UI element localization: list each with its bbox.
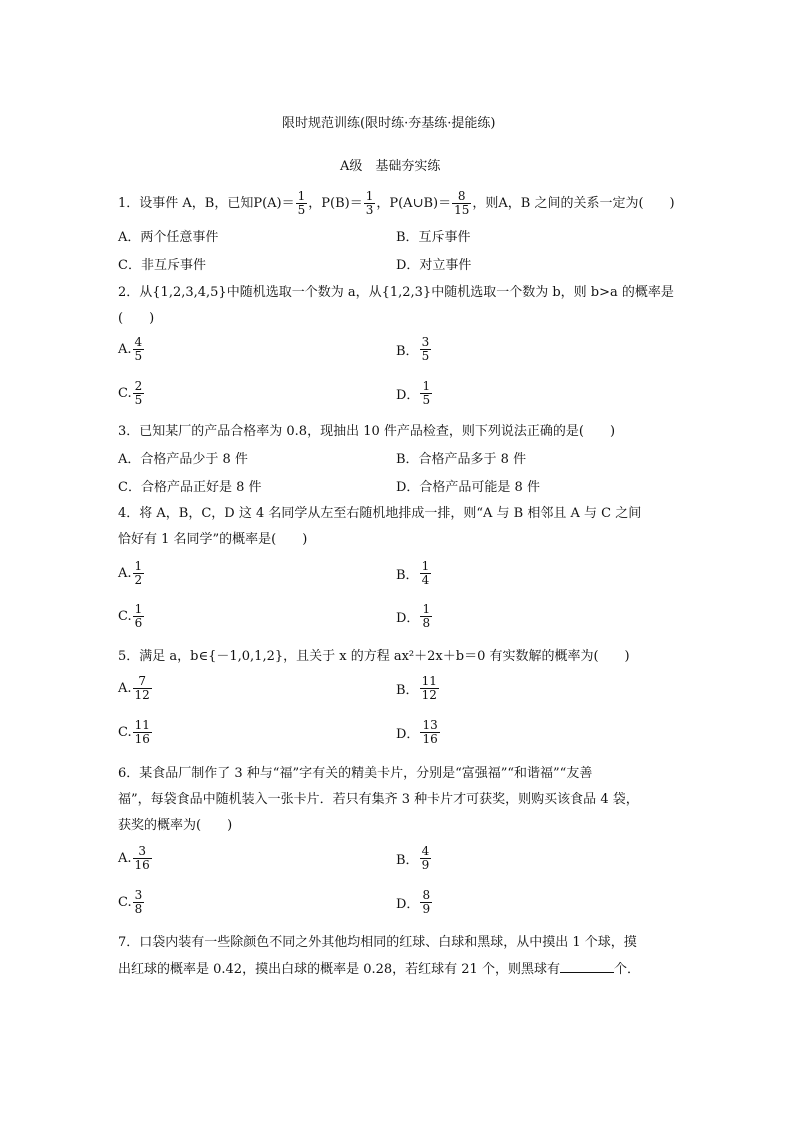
question-3-stem: 3．已知某厂的产品合格率为 0.8，现抽出 10 件产品检查，则下列说法正确的是( ) <box>118 424 616 439</box>
q2-option-b[interactable]: B． $\frac{3}{5}$ <box>396 335 430 363</box>
q2-option-c[interactable]: C. $\frac{2}{5}$ <box>118 379 143 407</box>
q3-option-c[interactable]: C．合格产品正好是 8 件 <box>118 480 262 495</box>
question-4-stem: 4．将 A，B，C，D 这 4 名同学从左至右随机地排成一排，则“A 与 B 相邻且 A 与 C 之间 <box>118 506 642 521</box>
q6-option-a[interactable]: A. $\frac{3}{16}$ <box>118 844 150 872</box>
page-title: 限时规范训练(限时练·夯基练·提能练) <box>282 116 496 131</box>
question-6-stem: 6．某食品厂制作了 3 种与“福”字有关的精美卡片，分别是“富强福”“和谐福”“友善 <box>118 766 593 781</box>
q1-option-d[interactable]: D．对立事件 <box>396 258 472 273</box>
q4-option-b[interactable]: B． $\frac{1}{4}$ <box>396 559 430 587</box>
q4-option-c[interactable]: C. $\frac{1}{6}$ <box>118 602 143 630</box>
q6-option-d[interactable]: D． $\frac{8}{9}$ <box>396 888 431 916</box>
q5-option-c[interactable]: C. $\frac{11}{16}$ <box>118 718 150 746</box>
question-4-stem-cont: 恰好有 1 名同学”的概率是( ) <box>118 532 308 547</box>
q4-option-a[interactable]: A. $\frac{1}{2}$ <box>118 559 143 587</box>
fraction: $\frac{1}{3}$ <box>365 189 374 217</box>
question-2-stem-cont: ( ) <box>118 311 155 326</box>
answer-blank[interactable] <box>560 960 614 973</box>
question-1-stem: 1．设事件 A，B，已知P(A)＝ $\frac{1}{5}$ ，P(B)＝ $\frac{1}{3}$ ，P(A∪B)＝ $\frac{8}{15}$ ，则A，B 之间的关系一定为( ) <box>118 189 675 217</box>
q2-option-a[interactable]: A. $\frac{4}{5}$ <box>118 335 143 363</box>
q5-option-a[interactable]: A. $\frac{7}{12}$ <box>118 674 150 702</box>
question-6-stem-cont: 福”，每袋食品中随机装入一张卡片．若只有集齐 3 种卡片才可获奖，则购买该食品 4 袋， <box>118 792 639 807</box>
q3-option-d[interactable]: D．合格产品可能是 8 件 <box>396 480 540 495</box>
q6-option-c[interactable]: C. $\frac{3}{8}$ <box>118 888 143 916</box>
q3-option-a[interactable]: A．合格产品少于 8 件 <box>118 452 248 467</box>
question-2-stem: 2．从{1,2,3,4,5}中随机选取一个数为 a，从{1,2,3}中随机选取一个数为 b，则 b>a 的概率是 <box>118 285 674 300</box>
q4-option-d[interactable]: D． $\frac{1}{8}$ <box>396 602 431 630</box>
q6-option-b[interactable]: B． $\frac{4}{9}$ <box>396 844 430 872</box>
question-7-stem-cont: 出红球的概率是 0.42，摸出白球的概率是 0.28，若红球有 21 个，则黑球有 个． <box>118 962 640 977</box>
q1-option-c[interactable]: C．非互斥事件 <box>118 258 206 273</box>
q5-option-b[interactable]: B． $\frac{11}{12}$ <box>396 674 437 702</box>
question-6-stem-cont2: 获奖的概率为( ) <box>118 818 233 833</box>
q5-option-d[interactable]: D． $\frac{13}{16}$ <box>396 718 438 746</box>
fraction: $\frac{1}{5}$ <box>297 189 306 217</box>
q3-option-b[interactable]: B．合格产品多于 8 件 <box>396 452 527 467</box>
question-5-stem: 5．满足 a，b∈{－1,0,1,2}，且关于 x 的方程 ax²＋2x＋b＝0 有实数解的概率为( ) <box>118 649 630 664</box>
q1-option-b[interactable]: B．互斥事件 <box>396 230 471 245</box>
section-heading: A级 基础夯实练 <box>340 159 441 174</box>
fraction: $\frac{8}{15}$ <box>454 189 470 217</box>
q1-option-a[interactable]: A．两个任意事件 <box>118 230 219 245</box>
q2-option-d[interactable]: D． $\frac{1}{5}$ <box>396 379 431 407</box>
question-7-stem: 7．口袋内装有一些除颜色不同之外其他均相同的红球、白球和黑球，从中摸出 1 个球，摸 <box>118 935 637 950</box>
